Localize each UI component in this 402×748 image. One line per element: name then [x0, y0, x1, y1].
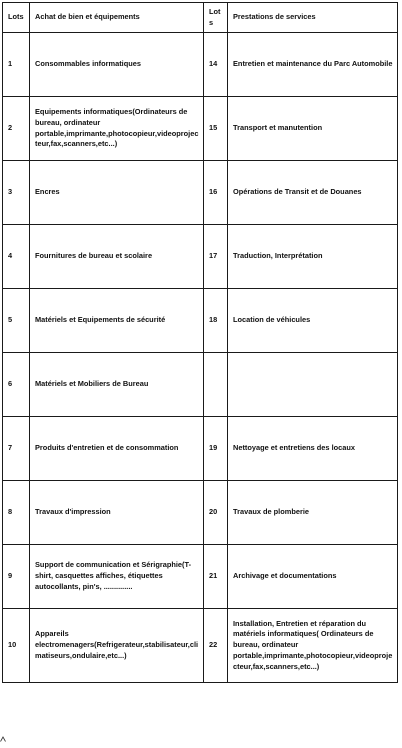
lot-number-right [204, 353, 228, 417]
lot-number-left: 2 [3, 97, 30, 161]
service-item: Opérations de Transit et de Douanes [228, 161, 398, 225]
lot-number-right: 17 [204, 225, 228, 289]
lot-number-right: 21 [204, 545, 228, 609]
lot-number-right: 20 [204, 481, 228, 545]
service-item: Nettoyage et entretiens des locaux [228, 417, 398, 481]
lot-number-left: 5 [3, 289, 30, 353]
goods-item: Travaux d'impression [30, 481, 204, 545]
lot-number-left: 1 [3, 33, 30, 97]
table-row [3, 161, 398, 225]
lots-table-wrapper [2, 2, 397, 683]
lot-number-right: 14 [204, 33, 228, 97]
lot-number-left: 9 [3, 545, 30, 609]
table-row [3, 481, 398, 545]
lot-number-left: 6 [3, 353, 30, 417]
header-lots-right: Lots [204, 3, 228, 33]
lot-number-left: 3 [3, 161, 30, 225]
lot-number-right: 15 [204, 97, 228, 161]
table-row [3, 97, 398, 161]
service-item: Traduction, Interprétation [228, 225, 398, 289]
table-row [3, 417, 398, 481]
table-row [3, 225, 398, 289]
header-lots-left: Lots [3, 3, 30, 33]
goods-item: Produits d'entretien et de consommation [30, 417, 204, 481]
goods-item: Matériels et Mobiliers de Bureau [30, 353, 204, 417]
service-item: Location de véhicules [228, 289, 398, 353]
table-row [3, 545, 398, 609]
lot-number-right: 16 [204, 161, 228, 225]
goods-item: Support de communication et Sérigraphie(T-shirt, casquettes affiches, étiquettes autocollants, pin's, .............. [30, 545, 204, 609]
goods-item: Appareils electromenagers(Refrigerateur,stabilisateur,climatiseurs,ondulaire,etc...) [30, 609, 204, 683]
goods-item: Matériels et Equipements de sécurité [30, 289, 204, 353]
service-item: Entretien et maintenance du Parc Automobile [228, 33, 398, 97]
lot-number-right: 22 [204, 609, 228, 683]
service-item: Installation, Entretien et réparation du matériels informatiques( Ordinateurs de bureau, ordinateur portable,imprimante,photocopieur,videoprojecteur,fax,scanners,etc...) [228, 609, 398, 683]
service-item: Travaux de plomberie [228, 481, 398, 545]
table-row [3, 609, 398, 683]
lot-number-left: 8 [3, 481, 30, 545]
goods-item: Consommables informatiques [30, 33, 204, 97]
header-category-right: Prestations de services [228, 3, 398, 33]
header-category-left: Achat de bien et équipements [30, 3, 204, 33]
goods-item: Fournitures de bureau et scolaire [30, 225, 204, 289]
lots-table [2, 2, 398, 683]
service-item: Archivage et documentations [228, 545, 398, 609]
table-row [3, 33, 398, 97]
lot-number-left: 4 [3, 225, 30, 289]
corner-mark [0, 736, 6, 742]
lot-number-right: 18 [204, 289, 228, 353]
table-row [3, 289, 398, 353]
lot-number-left: 7 [3, 417, 30, 481]
service-item: Transport et manutention [228, 97, 398, 161]
goods-item: Encres [30, 161, 204, 225]
table-header-row [3, 3, 398, 33]
table-row [3, 353, 398, 417]
service-item [228, 353, 398, 417]
lot-number-left: 10 [3, 609, 30, 683]
lot-number-right: 19 [204, 417, 228, 481]
goods-item: Equipements informatiques(Ordinateurs de bureau, ordinateur portable,imprimante,photocopieur,videoprojecteur,fax,scanners,etc...) [30, 97, 204, 161]
